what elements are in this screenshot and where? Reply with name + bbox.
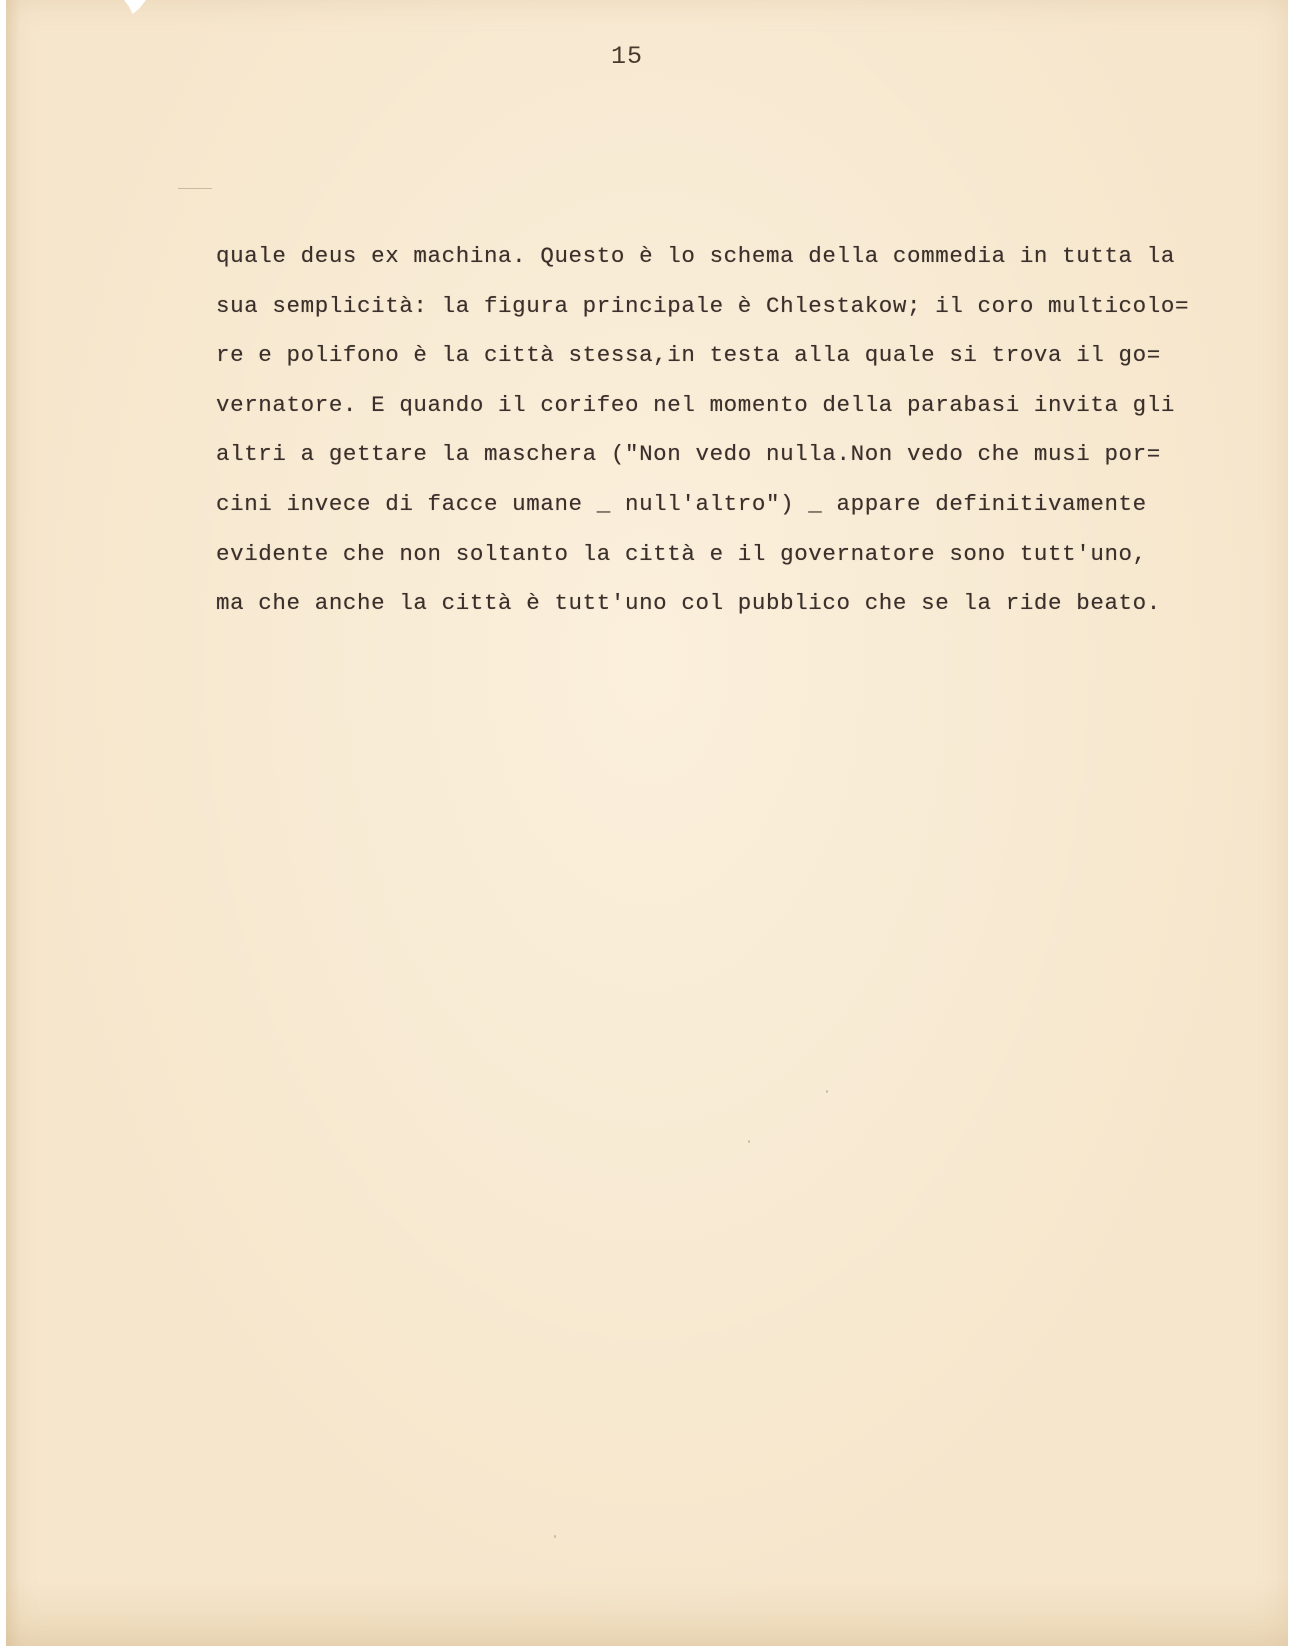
page-number: 15	[611, 42, 644, 71]
text-line: vernatore. E quando il corifeo nel momento della parabasi invita gli	[216, 391, 1175, 418]
text-line: quale deus ex machina. Questo è lo schema della commedia in tutta la	[216, 243, 1175, 269]
paper-speck	[826, 1090, 828, 1093]
body-text	[216, 232, 1266, 629]
text-line: ma che anche la città è tutt'uno col pubblico che se la ride beato.	[216, 590, 1161, 617]
text-line: sua semplicità: la figura principale è Chlestakow; il coro multicolo=	[216, 292, 1190, 319]
text-line: evidente che non soltanto la città e il governatore sono tutt'uno,	[216, 540, 1147, 567]
torn-corner	[124, 0, 146, 14]
margin-mark	[178, 188, 212, 189]
text-line: re e polifono è la città stessa,in testa alla quale si trova il go=	[216, 342, 1161, 369]
typewritten-page	[6, 0, 1288, 1646]
paper-speck	[748, 1140, 750, 1143]
paper-speck	[554, 1535, 556, 1538]
text-line: cini invece di facce umane _ null'altro") _ appare definitivamente	[216, 490, 1147, 517]
text-line: altri a gettare la maschera ("Non vedo nulla.Non vedo che musi por=	[216, 441, 1161, 468]
